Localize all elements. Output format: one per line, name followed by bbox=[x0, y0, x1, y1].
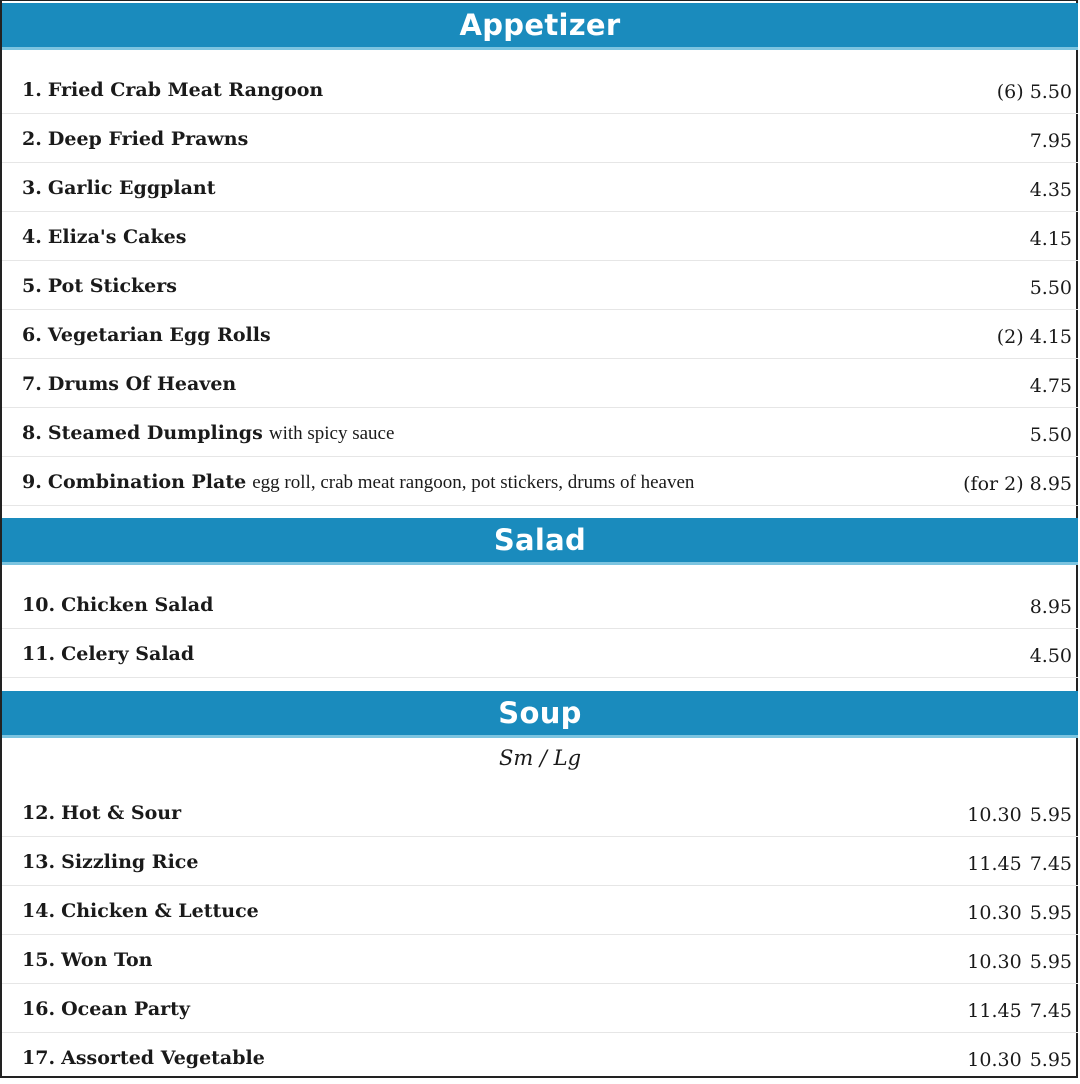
item-number: 6. bbox=[22, 324, 42, 346]
menu-item bbox=[2, 581, 1078, 629]
item-price bbox=[967, 889, 1072, 937]
item-title: Vegetarian Egg Rolls bbox=[47, 324, 271, 346]
price-large: 10.30 bbox=[967, 902, 1022, 924]
item-title: Eliza's Cakes bbox=[47, 226, 187, 248]
item-number: 17. bbox=[22, 1047, 56, 1069]
item-price: 5.50 bbox=[1029, 424, 1072, 446]
price-small: 5.95 bbox=[1029, 804, 1072, 826]
item-name bbox=[22, 262, 177, 310]
item-number: 15. bbox=[22, 949, 56, 971]
item-title: Fried Crab Meat Rangoon bbox=[47, 79, 324, 101]
soup-header bbox=[2, 691, 1078, 738]
item-title: Ocean Party bbox=[61, 998, 190, 1020]
item-title: Won Ton bbox=[61, 949, 153, 971]
price-small: 7.45 bbox=[1029, 1000, 1072, 1022]
menu-item bbox=[2, 838, 1078, 886]
menu-item bbox=[2, 311, 1078, 359]
item-title: Sizzling Rice bbox=[61, 851, 199, 873]
item-number: 7. bbox=[22, 373, 42, 395]
item-number: 1. bbox=[22, 79, 42, 101]
item-name bbox=[22, 213, 186, 261]
item-price: 7.95 bbox=[1029, 130, 1072, 152]
item-name bbox=[22, 838, 198, 886]
item-number: 2. bbox=[22, 128, 42, 150]
item-number: 5. bbox=[22, 275, 42, 297]
item-price bbox=[967, 1036, 1072, 1084]
item-number: 4. bbox=[22, 226, 42, 248]
salad-header bbox=[2, 518, 1078, 565]
item-number: 11. bbox=[22, 643, 56, 665]
item-price: 8.95 bbox=[1029, 596, 1072, 618]
item-title: Assorted Vegetable bbox=[61, 1047, 265, 1069]
item-number: 14. bbox=[22, 900, 56, 922]
item-name bbox=[22, 630, 194, 678]
item-name bbox=[22, 1034, 265, 1082]
item-title: Hot & Sour bbox=[61, 802, 182, 824]
price-large: 10.30 bbox=[967, 951, 1022, 973]
item-name bbox=[22, 164, 216, 212]
appetizer-title: Appetizer bbox=[459, 8, 621, 42]
item-price: (2) 4.15 bbox=[996, 326, 1072, 348]
price-small: 5.95 bbox=[1029, 902, 1072, 924]
item-name bbox=[22, 985, 190, 1033]
item-price bbox=[967, 987, 1072, 1035]
item-description: with spicy sauce bbox=[268, 423, 395, 444]
price-small: 7.45 bbox=[1029, 853, 1072, 875]
price-small: 5.95 bbox=[1029, 1049, 1072, 1071]
item-price: 4.75 bbox=[1029, 375, 1072, 397]
item-number: 12. bbox=[22, 802, 56, 824]
menu-item bbox=[2, 360, 1078, 408]
item-number: 13. bbox=[22, 851, 56, 873]
menu-item bbox=[2, 985, 1078, 1033]
item-name bbox=[22, 409, 394, 457]
item-title: Garlic Eggplant bbox=[47, 177, 216, 199]
item-title: Celery Salad bbox=[61, 643, 195, 665]
item-name bbox=[22, 789, 181, 837]
menu-item bbox=[2, 115, 1078, 163]
item-name bbox=[22, 936, 152, 984]
item-number: 8. bbox=[22, 422, 42, 444]
menu-item bbox=[2, 887, 1078, 935]
item-price: 4.35 bbox=[1029, 179, 1072, 201]
price-large: 11.45 bbox=[967, 1000, 1022, 1022]
menu-item bbox=[2, 1034, 1078, 1082]
item-price bbox=[967, 791, 1072, 839]
item-number: 3. bbox=[22, 177, 42, 199]
item-price bbox=[967, 938, 1072, 986]
menu-item bbox=[2, 789, 1078, 837]
item-title: Deep Fried Prawns bbox=[47, 128, 249, 150]
item-title: Drums Of Heaven bbox=[47, 373, 237, 395]
item-price: (6) 5.50 bbox=[996, 81, 1072, 103]
menu-item bbox=[2, 213, 1078, 261]
item-name bbox=[22, 458, 694, 506]
item-name bbox=[22, 311, 271, 359]
item-price: 4.50 bbox=[1029, 645, 1072, 667]
item-title: Pot Stickers bbox=[47, 275, 177, 297]
menu-item bbox=[2, 630, 1078, 678]
menu-item bbox=[2, 164, 1078, 212]
item-name bbox=[22, 581, 213, 629]
item-title: Combination Plate bbox=[47, 471, 247, 493]
item-number: 10. bbox=[22, 594, 56, 616]
menu-item bbox=[2, 409, 1078, 457]
price-large: 10.30 bbox=[967, 804, 1022, 826]
item-title: Chicken & Lettuce bbox=[61, 900, 259, 922]
item-price bbox=[967, 840, 1072, 888]
item-number: 16. bbox=[22, 998, 56, 1020]
item-price: 5.50 bbox=[1029, 277, 1072, 299]
item-name bbox=[22, 66, 323, 114]
item-name bbox=[22, 360, 236, 408]
item-number: 9. bbox=[22, 471, 42, 493]
price-small: 5.95 bbox=[1029, 951, 1072, 973]
menu-item bbox=[2, 458, 1078, 506]
menu-item bbox=[2, 66, 1078, 114]
item-title: Steamed Dumplings bbox=[47, 422, 263, 444]
item-name bbox=[22, 115, 248, 163]
menu-item bbox=[2, 262, 1078, 310]
soup-title: Soup bbox=[498, 696, 582, 730]
item-price: (for 2) 8.95 bbox=[963, 473, 1072, 495]
price-large: 10.30 bbox=[967, 1049, 1022, 1071]
appetizer-header bbox=[2, 3, 1078, 50]
menu-item bbox=[2, 936, 1078, 984]
size-note: Sm / Lg bbox=[498, 746, 582, 770]
price-large: 11.45 bbox=[967, 853, 1022, 875]
salad-title: Salad bbox=[493, 523, 587, 557]
item-title: Chicken Salad bbox=[61, 594, 214, 616]
item-description: egg roll, crab meat rangoon, pot stickers, drums of heaven bbox=[252, 472, 695, 493]
item-price: 4.15 bbox=[1029, 228, 1072, 250]
item-name bbox=[22, 887, 259, 935]
